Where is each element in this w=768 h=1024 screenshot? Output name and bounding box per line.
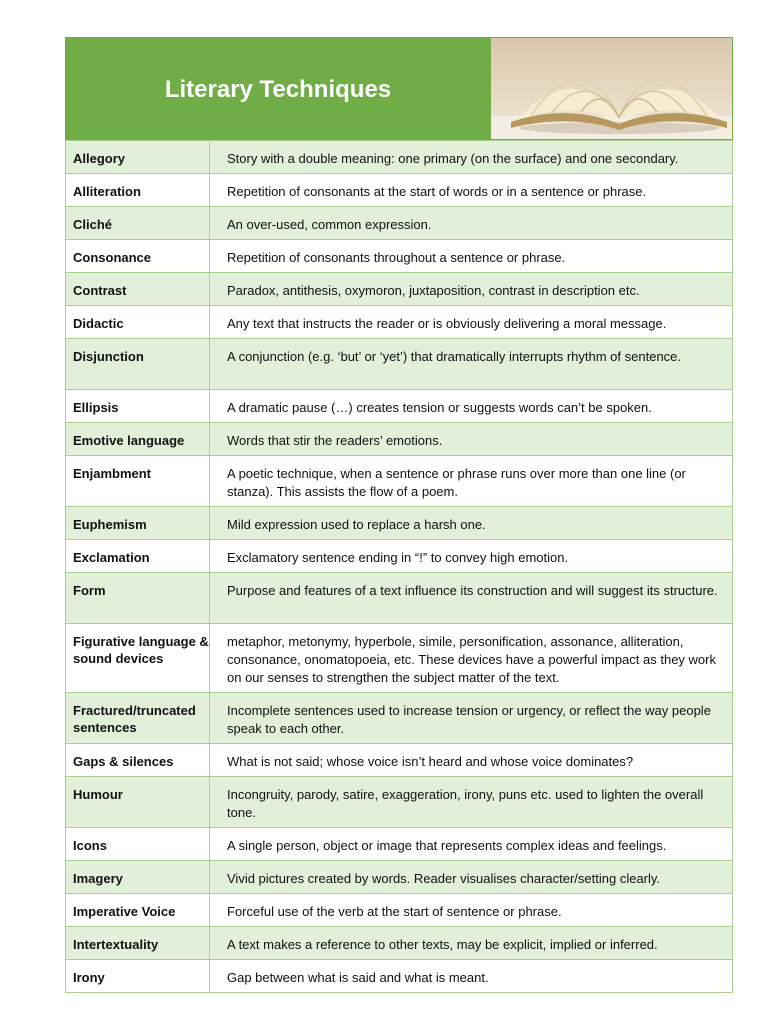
definition-cell: Repetition of consonants at the start of words or in a sentence or phrase. <box>210 174 733 207</box>
term-cell <box>66 744 210 777</box>
definition-cell: Words that stir the readers’ emotions. <box>210 423 733 456</box>
page-title: Literary Techniques <box>164 75 392 103</box>
definition-cell: Exclamatory sentence ending in “!” to convey high emotion. <box>210 540 733 573</box>
table-row <box>66 540 733 573</box>
term-cell <box>66 624 210 693</box>
table-row <box>66 240 733 273</box>
definition-cell: Any text that instructs the reader or is obviously delivering a moral message. <box>210 306 733 339</box>
definition-cell: What is not said; whose voice isn’t heard and whose voice dominates? <box>210 744 733 777</box>
term-label: Form <box>73 583 106 598</box>
definition-cell: Gap between what is said and what is meant. <box>210 960 733 993</box>
table-row <box>66 456 733 507</box>
term-cell <box>66 273 210 306</box>
table-row <box>66 861 733 894</box>
table-row <box>66 273 733 306</box>
definition-cell: Mild expression used to replace a harsh one. <box>210 507 733 540</box>
table-row <box>66 207 733 240</box>
definition-cell: An over-used, common expression. <box>210 207 733 240</box>
term-cell <box>66 240 210 273</box>
table-row <box>66 390 733 423</box>
header-banner <box>65 37 733 140</box>
term-cell <box>66 573 210 624</box>
term-cell <box>66 927 210 960</box>
term-label: Enjambment <box>73 466 152 481</box>
term-cell <box>66 540 210 573</box>
term-label: Gaps & silences <box>73 754 174 769</box>
table-row <box>66 744 733 777</box>
table-row <box>66 960 733 993</box>
definition-cell: Vivid pictures created by words. Reader visualises character/setting clearly. <box>210 861 733 894</box>
term-label: Icons <box>73 838 107 853</box>
literary-techniques-sheet <box>65 37 733 993</box>
definition-cell: A poetic technique, when a sentence or phrase runs over more than one line (or stanza). This assists the flow of a poem. <box>210 456 733 507</box>
definition-cell: metaphor, metonymy, hyperbole, simile, personification, assonance, alliteration, consonance, onomatopoeia, etc. These devices have a powerful impact as they work on our senses to strengthen the subject matter of the text. <box>210 624 733 693</box>
term-label: Imagery <box>73 871 123 886</box>
term-cell <box>66 174 210 207</box>
term-label: Cliché <box>73 217 113 232</box>
definition-cell: Repetition of consonants throughout a sentence or phrase. <box>210 240 733 273</box>
term-label: Humour <box>73 787 123 802</box>
term-cell <box>66 828 210 861</box>
table-row <box>66 693 733 744</box>
term-label: Consonance <box>73 250 152 265</box>
term-label: Euphemism <box>73 517 147 532</box>
table-row <box>66 141 733 174</box>
term-label: Figurative language & sound devices <box>73 634 209 666</box>
table-row <box>66 927 733 960</box>
techniques-table <box>65 140 733 993</box>
term-cell <box>66 141 210 174</box>
definition-cell: A text makes a reference to other texts, may be explicit, implied or inferred. <box>210 927 733 960</box>
open-book-photo-icon <box>491 38 732 139</box>
term-cell <box>66 693 210 744</box>
definition-cell: Incomplete sentences used to increase tension or urgency, or reflect the way people speak to each other. <box>210 693 733 744</box>
term-cell <box>66 507 210 540</box>
table-row <box>66 423 733 456</box>
table-row <box>66 174 733 207</box>
definition-cell: A single person, object or image that represents complex ideas and feelings. <box>210 828 733 861</box>
term-label: Fractured/truncated sentences <box>73 703 196 735</box>
term-label: Contrast <box>73 283 127 298</box>
term-label: Intertextuality <box>73 937 159 952</box>
term-label: Irony <box>73 970 105 985</box>
term-cell <box>66 861 210 894</box>
term-label: Exclamation <box>73 550 150 565</box>
term-label: Disjunction <box>73 349 144 364</box>
table-row <box>66 828 733 861</box>
term-label: Imperative Voice <box>73 904 176 919</box>
table-row <box>66 624 733 693</box>
definition-cell: Purpose and features of a text influence its construction and will suggest its structure. <box>210 573 733 624</box>
definition-cell: Incongruity, parody, satire, exaggeration, irony, puns etc. used to lighten the overall tone. <box>210 777 733 828</box>
term-label: Ellipsis <box>73 400 119 415</box>
table-row <box>66 339 733 390</box>
term-label: Alliteration <box>73 184 141 199</box>
term-cell <box>66 339 210 390</box>
term-cell <box>66 456 210 507</box>
definition-cell: Forceful use of the verb at the start of sentence or phrase. <box>210 894 733 927</box>
term-cell <box>66 207 210 240</box>
term-label: Allegory <box>73 151 126 166</box>
definition-cell: Story with a double meaning: one primary (on the surface) and one secondary. <box>210 141 733 174</box>
definition-cell: Paradox, antithesis, oxymoron, juxtaposition, contrast in description etc. <box>210 273 733 306</box>
term-cell <box>66 960 210 993</box>
definition-cell: A conjunction (e.g. ‘but’ or ‘yet’) that dramatically interrupts rhythm of sentence. <box>210 339 733 390</box>
term-label: Emotive language <box>73 433 185 448</box>
term-cell <box>66 390 210 423</box>
definition-cell: A dramatic pause (…) creates tension or suggests words can’t be spoken. <box>210 390 733 423</box>
table-row <box>66 306 733 339</box>
term-cell <box>66 777 210 828</box>
table-row <box>66 507 733 540</box>
table-row <box>66 894 733 927</box>
table-row <box>66 777 733 828</box>
term-label: Didactic <box>73 316 124 331</box>
term-cell <box>66 423 210 456</box>
term-cell <box>66 894 210 927</box>
term-cell <box>66 306 210 339</box>
table-row <box>66 573 733 624</box>
